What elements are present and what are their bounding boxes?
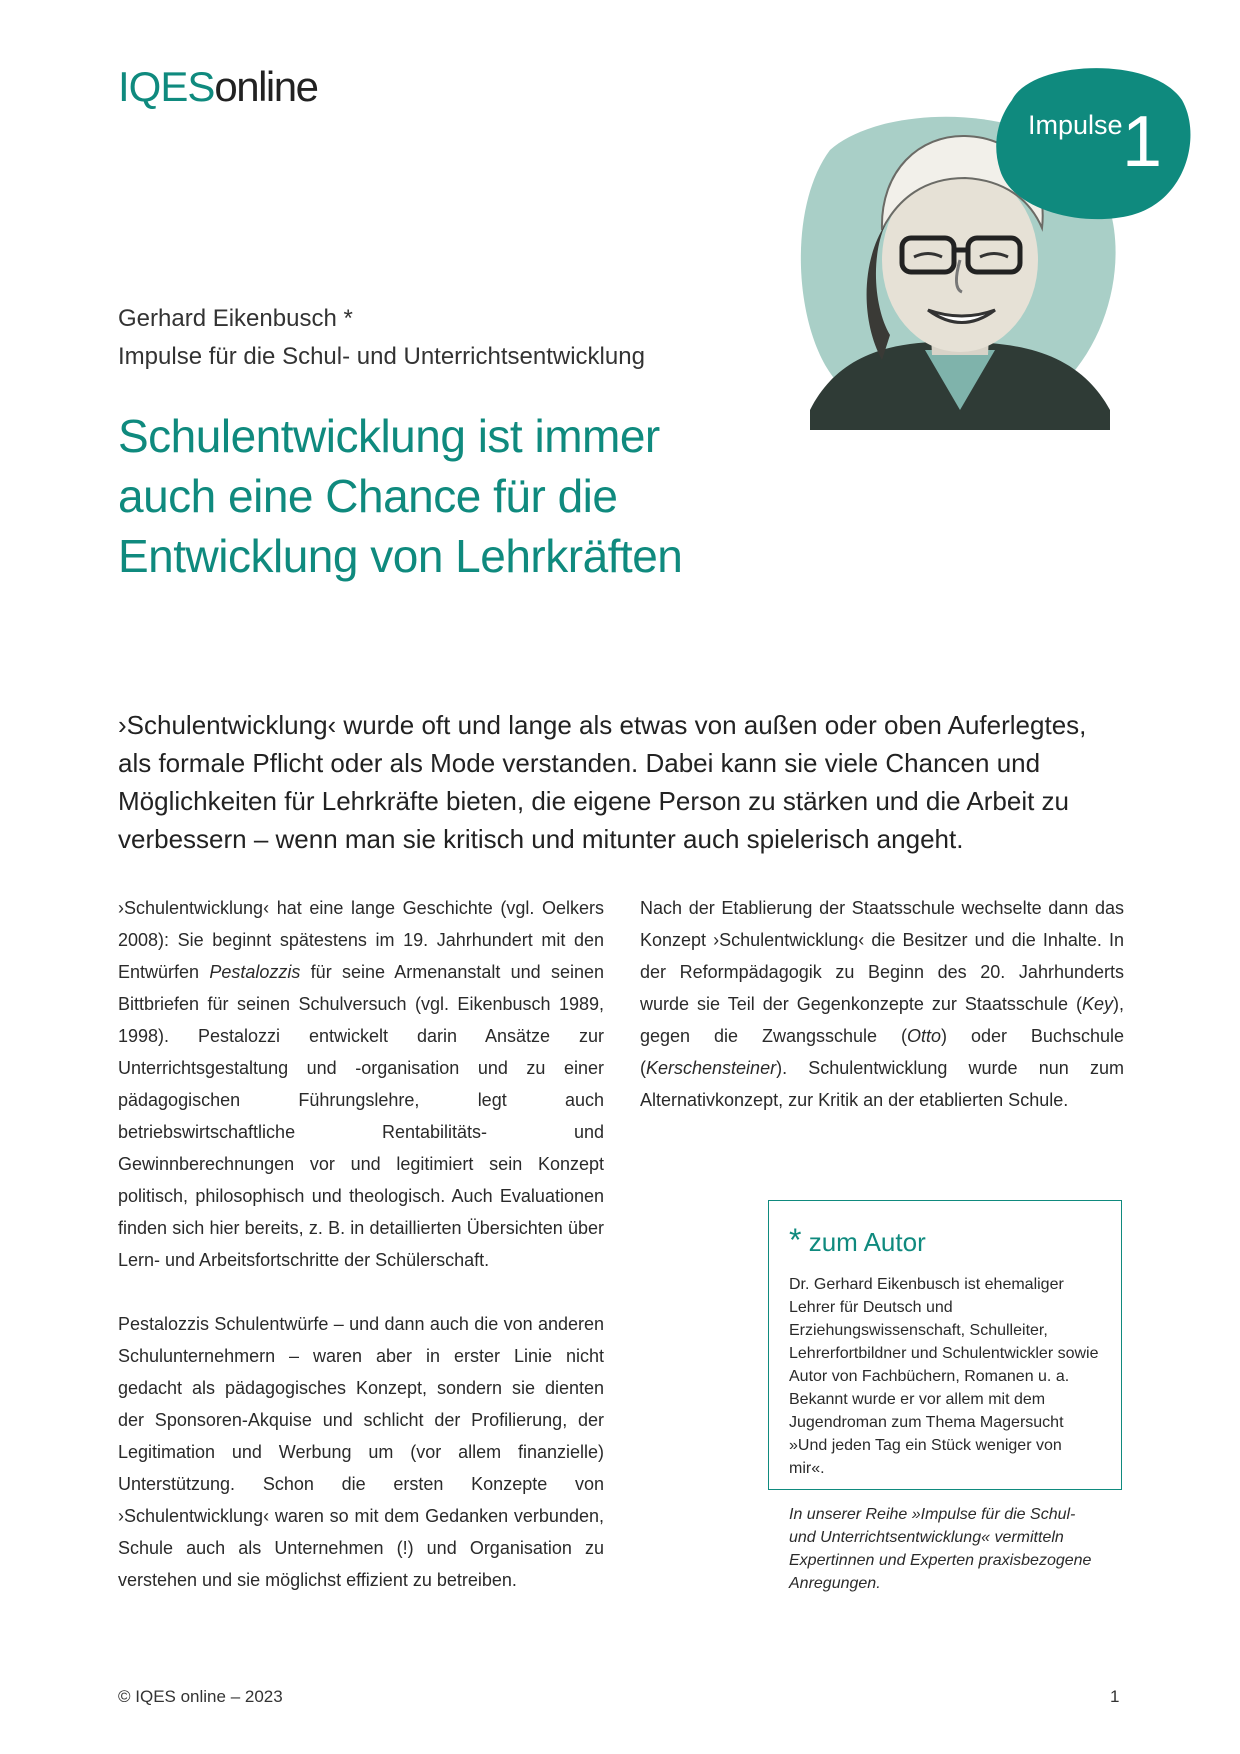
info-heading-text: zum Autor: [808, 1227, 926, 1257]
page-number: 1: [1110, 1687, 1120, 1706]
body-italic: Kerschensteiner: [646, 1058, 777, 1078]
lead-line: verbessern – wenn man sie kritisch und mitunter auch spielerisch angeht.: [118, 824, 964, 854]
title-line: Entwicklung von Lehrkräften: [118, 530, 683, 582]
body-paragraph: Pestalozzis Schulentwürfe – und dann auch die von anderen Schulunternehmern – waren aber in erster Linie nicht gedacht als pädagogisches Konzept, sondern sie dienten der Sponsoren-Akquise und schlicht der Profilierung, der Legitimation und Werbung um (vor allem finanzielle) Unterstützung. Schon die ersten Konzepte von ›Schulentwicklung‹ waren so mit dem Gedanken verbunden, Schule auch als Unternehmen (!) und Organisation zu verstehen und sie möglichst effizient zu betreiben.: [118, 1314, 604, 1590]
footer-copyright: © IQES online – 2023: [118, 1687, 283, 1706]
info-box-heading: [789, 1223, 1101, 1259]
author-info-box: [768, 1200, 1122, 1592]
body-text: Nach der Etablierung der Staatsschule wechselte dann das Konzept ›Schulentwicklung‹ die Besitzer und die Inhalte. In der Reformpädagogik zu Beginn des 20. Jahrhunderts wurde sie Teil der Gegenkonzepte zur Staatsschule (: [640, 898, 1124, 1014]
iqes-online-logo: [118, 62, 317, 112]
info-box-text: Dr. Gerhard Eikenbusch ist ehemaliger Lehrer für Deutsch und Erziehungswissenschaft, Schulleiter, Lehrerfortbildner und Schulentwickler sowie Autor von Fachbüchern, Romanen u. a. Bekannt wurde er vor allem mit dem Jugendroman zum Thema Magersucht »Und jeden Tag ein Stück weniger von mir«.: [789, 1276, 1099, 1477]
body-text: ). Schulentwicklung wurde nun zum Alternativkonzept, zur Kritik an der etablierten Schule.: [640, 1058, 1124, 1110]
body-paragraph: [640, 892, 1124, 1116]
body-text: ) oder Buchschule (: [640, 1026, 1124, 1078]
lead-line: ›Schulentwicklung‹ wurde oft und lange als etwas von außen oder oben Auferlegtes,: [118, 710, 1087, 740]
body-italic: Pestalozzis: [209, 962, 301, 982]
article-title: [118, 406, 838, 586]
body-column-left: [118, 892, 604, 1596]
logo-brand: IQES: [118, 63, 215, 110]
body-paragraph: [118, 892, 604, 1276]
asterisk-icon: *: [789, 1222, 802, 1258]
body-column-right: [640, 892, 1124, 1116]
lead-paragraph: [118, 706, 1128, 858]
logo-suffix: online: [214, 63, 318, 110]
lead-line: Möglichkeiten für Lehrkräfte bieten, die eigene Person zu stärken und die Arbeit zu: [118, 786, 1070, 816]
author-line: [118, 302, 353, 336]
body-italic: Otto: [906, 1026, 941, 1046]
body-italic: Key: [1081, 994, 1113, 1014]
info-box-series-note: In unserer Reihe »Impulse für die Schul- und Unterrichtsentwicklung« vermitteln Expertinnen und Experten praxisbezogene Anregungen.: [789, 1506, 1092, 1592]
body-text: für seine Armenanstalt und seinen Bittbriefen für seinen Schulversuch (vgl. Eikenbusch 1989, 1998). Pestalozzi entwickelt darin Ansätze zur Unterrichtsgestaltung und -organisation und zu einer pädagogischen Führungslehre, legt auch betriebswirtschaftliche Rentabilitäts- und Gewinnberechnungen vor und legitimiert sein Konzept politisch, philosophisch und theologisch. Auch Evaluationen finden sich hier bereits, z. B. in detaillierten Übersichten über Lern- und Arbeitsfortschritte der Schülerschaft.: [118, 962, 605, 1270]
badge-number: 1: [1122, 102, 1163, 182]
body-text: ), gegen die Zwangsschule (: [640, 994, 1124, 1046]
lead-line: als formale Pflicht oder als Mode verstanden. Dabei kann sie viele Chancen und: [118, 748, 1041, 778]
badge-label: Impulse: [1028, 110, 1123, 140]
series-title: Impulse für die Schul- und Unterrichtsentwicklung: [118, 343, 645, 370]
title-line: auch eine Chance für die: [118, 470, 618, 522]
author-name: Gerhard Eikenbusch: [118, 305, 337, 332]
title-line: Schulentwicklung ist immer: [118, 410, 660, 462]
author-marker: *: [343, 305, 353, 332]
body-text: ›Schulentwicklung‹ hat eine lange Geschichte (vgl. Oelkers 2008): Sie beginnt spätestens im 19. Jahrhundert mit den Entwürfen: [118, 898, 604, 982]
